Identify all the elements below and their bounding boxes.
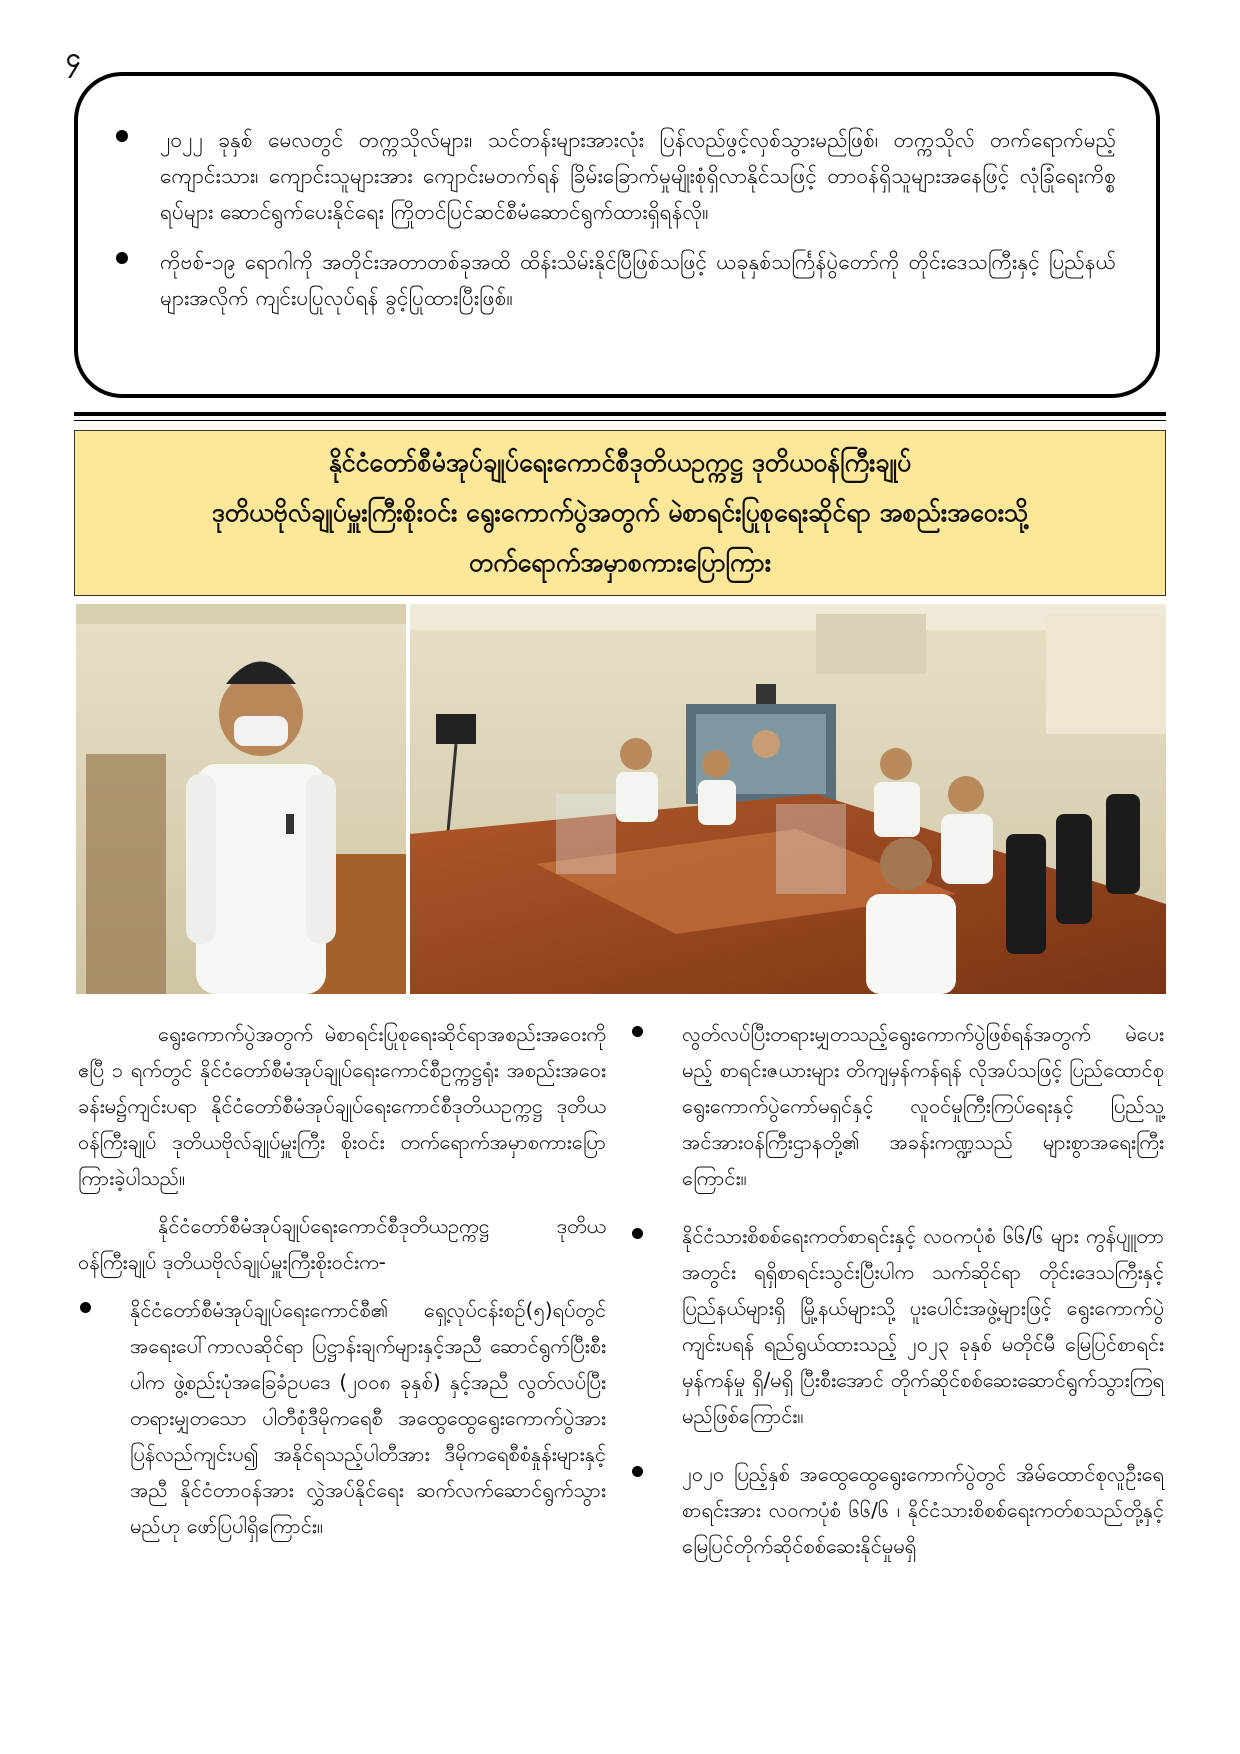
meeting-photo-illustration [76,604,1166,994]
body-bullet [630,1456,1164,1564]
headline-line: ဒုတိယဗိုလ်ချုပ်မှူးကြီးစိုးဝင်း ရွေးကောက်ပွဲအတွက် မဲစာရင်းပြုစုရေးဆိုင်ရာ အစည်းအဝေးသို့ [211,498,1029,527]
section-divider-thin [74,420,1166,421]
bullet-dot-icon [632,1026,643,1037]
highlight-box [74,72,1160,398]
meeting-photo [76,604,1166,994]
left-column [78,1016,606,1566]
body-bullet-text: နိုင်ငံသားစိစစ်ရေးကတ်စာရင်းနှင့် လဝကပုံစံ ၆၆/၆ များ ကွန်ပျူတာအတွင်း ရရှိစာရင်းသွင်းပြီးပါက သက်ဆိုင်ရာ တိုင်းဒေသကြီးနှင့် ပြည်နယ်များရှိ မြို့နယ်များသို့ ပူးပေါင်းအဖွဲ့များဖြင့် ရွေးကောက်ပွဲကျင်းပရန် ရည်ရွယ်ထားသည့် ၂၀၂၃ ခုနှစ် မတိုင်မီ မြေပြင်စာရင်းမှန်ကန်မှု ရှိ/မရှိ ပြီးစီးအောင် တိုက်ဆိုင်စစ်ဆေးဆောင်ရွက်သွားကြရမည်ဖြစ်ကြောင်း။ [682,1224,1164,1428]
bullet-dot-icon [80,1302,91,1313]
highlight-bullet [108,122,1116,230]
bullet-dot-icon [116,130,128,142]
page-number: ၄ [66,43,81,73]
body-paragraph: ရွေးကောက်ပွဲအတွက် မဲစာရင်းပြုစုရေးဆိုင်ရာအစည်းအဝေးကို ဧပြီ ၁ ရက်တွင် နိုင်ငံတော်စီမံအုပ်ချုပ်ရေးကောင်စီဥက္ကဋ္ဌရုံး အစည်းအဝေးခန်းမ၌ကျင်းပရာ နိုင်ငံတော်စီမံအုပ်ချုပ်ရေးကောင်စီဒုတိယဥက္ကဋ္ဌ ဒုတိယဝန်ကြီးချုပ် ဒုတိယဗိုလ်ချုပ်မှူးကြီး စိုးဝင်း တက်ရောက်အမှာစကားပြောကြားခဲ့ပါသည်။ [78,1022,606,1190]
headline-line: တက်ရောက်အမှာစကားပြောကြား [468,548,772,577]
body-bullet [78,1292,606,1544]
body-bullet-text: နိုင်ငံတော်စီမံအုပ်ချုပ်ရေးကောင်စီ၏ ရှေ့လုပ်ငန်းစဉ်(၅)ရပ်တွင် အရေးပေါ်ကာလဆိုင်ရာ ပြဋ္ဌာန်းချက်များနှင့်အညီ ဆောင်ရွက်ပြီးစီးပါက ဖွဲ့စည်းပုံအခြေခံဥပဒေ (၂၀၀၈ ခုနှစ်) နှင့်အညီ လွတ်လပ်ပြီးတရားမျှတသော ပါတီစုံဒီမိုကရေစီ အထွေထွေရွေးကောက်ပွဲအား ပြန်လည်ကျင်းပ၍ အနိုင်ရသည့်ပါတီအား ဒီမိုကရေစီစံနှုန်းများနှင့်အညီ နိုင်ငံတာဝန်အား လွှဲအပ်နိုင်ရေး ဆက်လက်ဆောင်ရွက်သွားမည်ဟု ဖော်ပြပါရှိကြောင်း။ [130,1298,606,1538]
body-bullet-text: လွတ်လပ်ပြီးတရားမျှတသည့်ရွေးကောက်ပွဲဖြစ်ရန်အတွက် မဲပေးမည့် စာရင်းဇယားများ တိကျမှန်ကန်ရန် လိုအပ်သဖြင့် ပြည်ထောင်စုရွေးကောက်ပွဲကော်မရှင်နှင့် လူဝင်မှုကြီးကြပ်ရေးနှင့် ပြည်သူ့အင်အားဝန်ကြီးဌာနတို့၏ အခန်းကဏ္ဍသည် များစွာအရေးကြီးကြောင်း။ [682,1022,1164,1190]
highlight-bullet-text: ၂၀၂၂ ခုနှစ် မေလတွင် တက္ကသိုလ်များ၊ သင်တန်းများအားလုံး ပြန်လည်ဖွင့်လှစ်သွားမည်ဖြစ်၊ တက္ကသိုလ် တက်ရောက်မည့် ကျောင်းသား၊ ကျောင်းသူများအား ကျောင်းမတက်ရန် ခြိမ်းခြောက်မှုမျိုးစုံရှိလာနိုင်သဖြင့် တာဝန်ရှိသူများအနေဖြင့် လုံခြုံရေးကိစ္စရပ်များ ဆောင်ရွက်ပေးနိုင်ရေး ကြိုတင်ပြင်ဆင်စီမံဆောင်ရွက်ထားရှိရန်လို။ [160,128,1116,224]
bullet-dot-icon [632,1466,643,1477]
highlight-bullet-text: ကိုဗစ်-၁၉ ရောဂါကို အတိုင်းအတာတစ်ခုအထိ ထိန်းသိမ်းနိုင်ပြီဖြစ်သဖြင့် ယခုနှစ်သင်္ကြန်ပွဲတော်ကို တိုင်းဒေသကြီးနှင့် ပြည်နယ်များအလိုက် ကျင်းပပြုလုပ်ရန် ခွင့်ပြုထားပြီးဖြစ်။ [160,250,1116,310]
section-divider [74,412,1166,416]
bullet-dot-icon [632,1228,643,1239]
body-paragraph: နိုင်ငံတော်စီမံအုပ်ချုပ်ရေးကောင်စီဒုတိယဥက္ကဋ္ဌ ဒုတိယဝန်ကြီးချုပ် ဒုတိယဗိုလ်ချုပ်မှူးကြီးစိုးဝင်းက- [78,1214,606,1274]
highlight-bullet [108,244,1116,316]
bullet-dot-icon [116,252,128,264]
headline-line: နိုင်ငံတော်စီမံအုပ်ချုပ်ရေးကောင်စီဒုတိယဥက္ကဋ္ဌ ဒုတိယဝန်ကြီးချုပ် [328,448,912,477]
body-bullet-text: ၂၀၂၀ ပြည့်နှစ် အထွေထွေရွေးကောက်ပွဲတွင် အိမ်ထောင်စုလူဦးရေစာရင်းအား လဝကပုံစံ ၆၆/၆ ၊ နိုင်ငံသားစိစစ်ရေးကတ်စသည်တို့နှင့် မြေပြင်တိုက်ဆိုင်စစ်ဆေးနိုင်မှုမရှိ [682,1462,1164,1558]
body-bullet [630,1218,1164,1434]
headline-box [74,430,1166,596]
body-bullet [630,1016,1164,1196]
right-column [630,1016,1164,1586]
